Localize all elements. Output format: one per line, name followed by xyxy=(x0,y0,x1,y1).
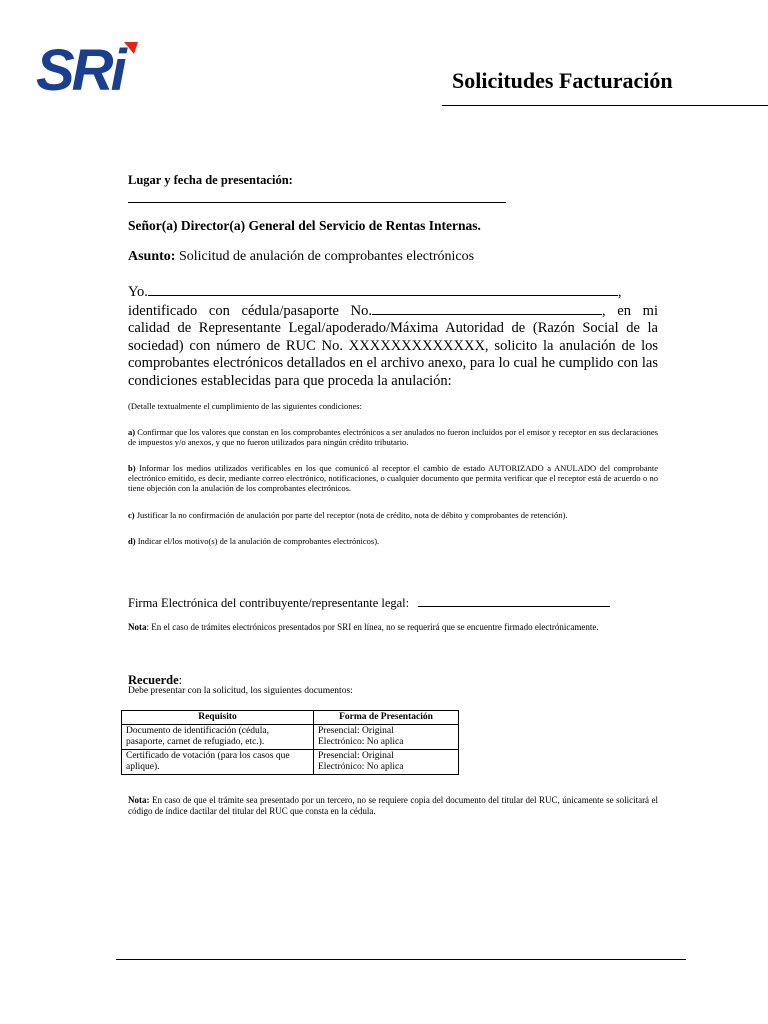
signature-line xyxy=(128,594,658,611)
note-third-party xyxy=(128,795,658,817)
condition-text: Informar los medios utilizados verificables en los que comunicó al receptor el cambio de estado AUTORIZADO a ANULADO del comprobante electrónico emitido, es decir, mediante correo electrónico, notificaciones, o cualquier documento que permita verificar que el receptor está de acuerdo o no tiene objeción con la anulación de los comprobantes electrónicos. xyxy=(128,463,658,493)
note-text: : En el caso de trámites electrónicos presentados por SRI en línea, no se requerirá que se encuentre firmado electrónicamente. xyxy=(146,622,599,632)
presentation-line: Electrónico: No aplica xyxy=(318,737,404,747)
footer-divider xyxy=(116,959,686,960)
presentation-cell xyxy=(314,725,459,750)
note-label: Nota: xyxy=(128,795,150,805)
sri-logo xyxy=(36,40,140,94)
note-text: En caso de que el trámite sea presentado por un tercero, no se requiere copia del documento del titular del RUC, únicamente se solicitará el código de índice dactilar del titular del RUC que consta en la cédula. xyxy=(128,795,658,816)
condition-text: Justificar la no confirmación de anulación por parte del receptor (nota de crédito, nota de débito y comprobantes de retención). xyxy=(134,510,568,520)
subject-label: Asunto: xyxy=(128,249,176,264)
id-prefix: identificado con cédula/pasaporte No. xyxy=(128,302,372,319)
condition-letter: d) xyxy=(128,536,136,546)
condition-text: Confirmar que los valores que constan en los comprobantes electrónicos a ser anulados no fueron incluidos por el emisor y receptor en sus declaraciones de impuestos y/o anexos, y que no fueron utilizados para ningún crédito tributario. xyxy=(128,427,658,447)
declaration-body: , en mi calidad de Representante Legal/apoderado/Máxima Autoridad de (Razón Social de la sociedad) con número de RUC No. XXXXXXXXXXXXX, solicito la anulación de los comprobantes electrónicos detallados en el archivo anexo, para lo cual he cumplido con las condiciones establecidas para que proceda la anulación: xyxy=(128,302,658,389)
header-divider xyxy=(442,105,768,106)
condition-c xyxy=(128,510,658,520)
presentation-line: Presencial: Original xyxy=(318,751,394,761)
presentation-cell xyxy=(314,750,459,775)
place-date-label: Lugar y fecha de presentación: xyxy=(128,173,293,187)
table-row xyxy=(122,725,459,750)
declaration-paragraph: Yo. , identificado con cédula/pasaporte No. , en mi calidad de Representante Legal/apoderado/Máxima Autoridad de (Razón Social de la sociedad) con número de RUC No. XXXXXXXXXXXXX, solicito la anulación de los comprobantes electrónicos detallados en el archivo anexo, para lo cual he cumplido con las condiciones establecidas para que proceda la anulación: xyxy=(128,284,658,389)
presentation-line: Electrónico: No aplica xyxy=(318,762,404,772)
remember-label: Recuerde xyxy=(128,673,179,687)
signature-label: Firma Electrónica del contribuyente/representante legal: xyxy=(128,596,410,610)
id-blank xyxy=(372,302,602,315)
subject-text: Solicitud de anulación de comprobantes electrónicos xyxy=(178,249,475,264)
signature-blank xyxy=(418,594,610,607)
place-date-line xyxy=(128,202,506,203)
header-requirement: Requisito xyxy=(122,711,314,725)
presentation-line: Presencial: Original xyxy=(318,726,394,736)
condition-letter: b) xyxy=(128,463,136,473)
logo-red-mark xyxy=(124,42,138,54)
remember-text: Debe presentar con la solicitud, los siguientes documentos: xyxy=(128,686,353,696)
table-row xyxy=(122,750,459,775)
page-title: Solicitudes Facturación xyxy=(452,68,673,93)
table-header-row xyxy=(122,711,459,725)
condition-a xyxy=(128,427,658,447)
condition-text: Indicar el/los motivo(s) de la anulación de comprobantes electrónicos). xyxy=(135,536,380,546)
subject xyxy=(128,249,658,265)
requirement-cell: Certificado de votación (para los casos que aplique). xyxy=(122,750,314,775)
condition-d xyxy=(128,536,658,546)
condition-b xyxy=(128,463,658,493)
addressee: Señor(a) Director(a) General del Servicio de Rentas Internas. xyxy=(128,218,481,233)
condition-letter: a) xyxy=(128,427,136,437)
condition-letter: c) xyxy=(128,510,135,520)
header-presentation: Forma de Presentación xyxy=(314,711,459,725)
svg-text:SRi: SRi xyxy=(36,40,124,94)
remember-colon: : xyxy=(178,673,183,687)
note-electronic xyxy=(128,622,658,633)
name-blank xyxy=(148,283,618,296)
yo-prefix: Yo. xyxy=(128,284,148,300)
detail-intro: (Detalle textualmente el cumplimiento de las siguientes condiciones: xyxy=(128,401,362,411)
requirement-cell: Documento de identificación (cédula, pasaporte, carnet de refugiado, etc.). xyxy=(122,725,314,750)
requirements-table xyxy=(121,710,459,775)
note-label: Nota xyxy=(128,622,147,632)
